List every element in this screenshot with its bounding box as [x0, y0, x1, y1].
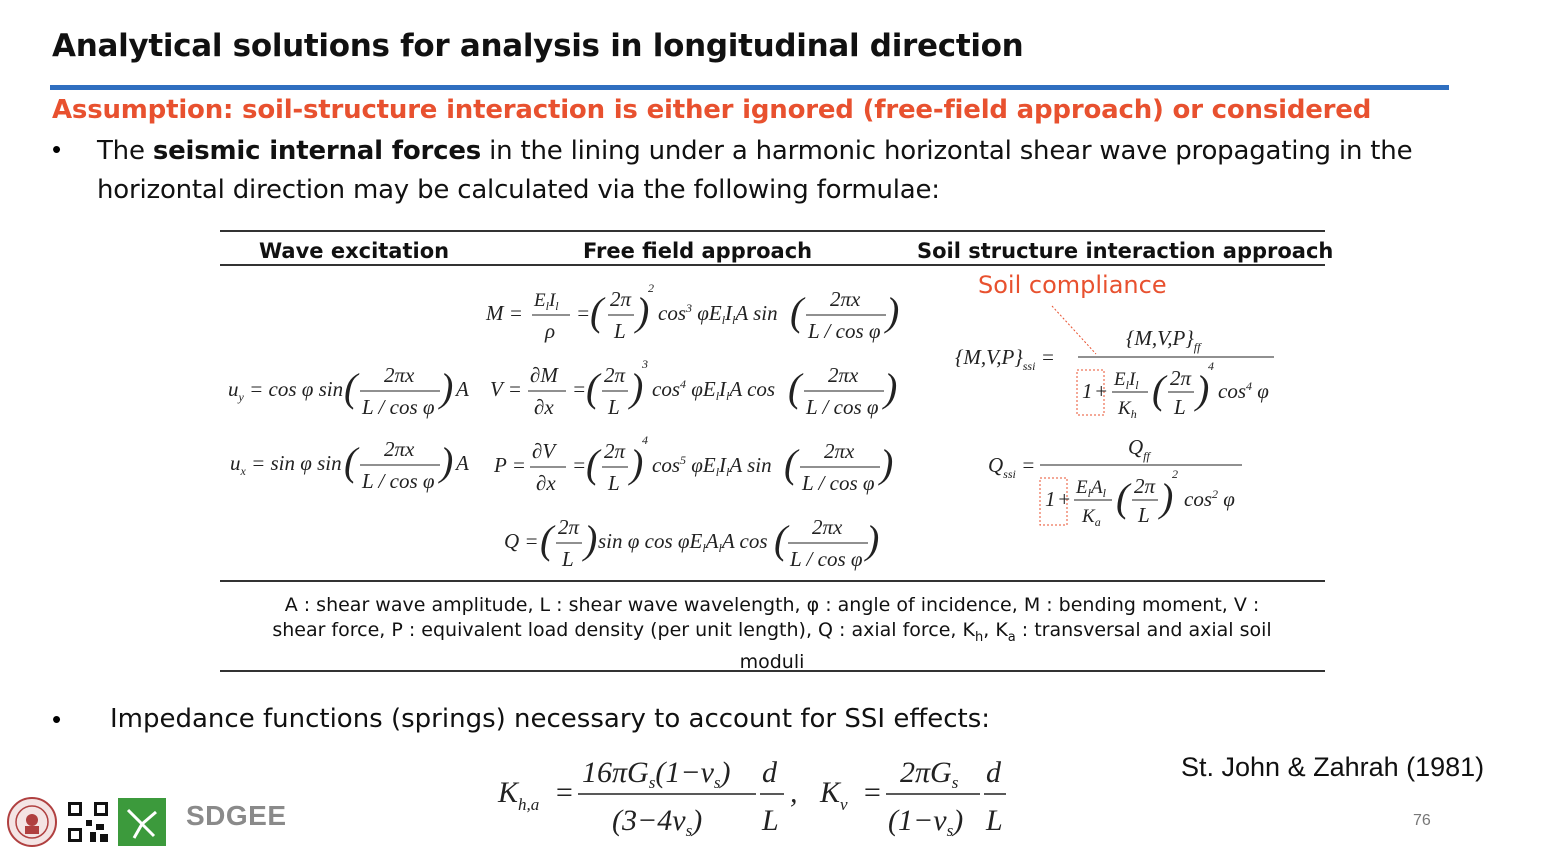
- svg-text:sin φ cos φElAlA cos: sin φ cos φElAlA cos: [598, 529, 768, 555]
- svg-text:): ): [440, 439, 454, 484]
- svg-text:): ): [636, 289, 650, 334]
- svg-text:4: 4: [1208, 359, 1214, 373]
- svg-text:cos3 φElIlA sin: $\cos^3$ φElIlA sin: [658, 301, 778, 327]
- svg-text:M =: M =: [486, 301, 523, 325]
- svg-text:2πx: 2πx: [828, 363, 859, 387]
- page-number: 76: [1413, 812, 1431, 829]
- svg-text:L: L: [614, 319, 626, 343]
- column-header-wave: Wave excitation: [259, 239, 450, 263]
- formula-Q: [504, 515, 879, 571]
- svg-text:Q =: Q =: [504, 529, 539, 553]
- svg-text:=: =: [576, 301, 591, 325]
- svg-text:L: L: [986, 804, 1003, 837]
- svg-text:L: L: [762, 804, 779, 837]
- svg-text:(: (: [784, 441, 798, 486]
- formula-ux: [230, 437, 469, 493]
- svg-text:L / cos φ: L / cos φ: [362, 469, 435, 493]
- table-note: [222, 593, 1322, 675]
- svg-text:): ): [884, 365, 898, 410]
- note-line-2-end: : transversal and axial soil: [1015, 619, 1272, 641]
- formula-impedance: [497, 756, 1006, 840]
- svg-text:1: 1: [1082, 379, 1093, 403]
- formula-mvp-ssi: [955, 326, 1274, 421]
- bullet-marker: •: [52, 134, 62, 164]
- svg-text:2π: 2π: [1170, 366, 1192, 390]
- svg-text:cos5 φElIlA sin: $\cos^5$ φElIlA sin: [652, 453, 772, 479]
- svg-text:2π: 2π: [558, 515, 580, 539]
- column-header-ssi: Soil structure interaction approach: [917, 239, 1334, 263]
- sdgee-logo-text: SDGEE: [186, 800, 287, 831]
- svg-text:Kv: $K_v$: [820, 776, 848, 814]
- paragraph-text: The: [97, 136, 153, 166]
- green-logo-icon: [118, 798, 166, 846]
- svg-text:L: L: [608, 395, 620, 419]
- paragraph-text-end: in the lining under a harmonic horizontal shear wave propagating in the horizontal direction may be calculated via the following formulae:: [97, 136, 1413, 205]
- paragraph-bold-text: seismic internal forces: [152, 136, 482, 166]
- svg-text:(3−4νs): $(3-4\nu_s)$: [612, 804, 703, 840]
- svg-text:2π: 2π: [1134, 474, 1156, 498]
- svg-text:ElIl: $E_lI_l$: [534, 290, 559, 313]
- svg-text:2: 2: [648, 281, 654, 295]
- bullet-marker-2: •: [52, 704, 62, 734]
- svg-text:ρ: ρ: [545, 319, 556, 343]
- svg-text:2πx: 2πx: [384, 437, 415, 461]
- svg-text:): ): [1196, 367, 1210, 412]
- svg-text:{M,V,P}ssi =: $\{M,V,P\}_{ssi}$ =: [955, 345, 1055, 373]
- note-line-2-sep: , K: [983, 619, 1008, 641]
- svg-text:A: A: [456, 451, 469, 475]
- formula-M: [485, 281, 899, 343]
- svg-text:2πGs: $2\pi G_s$: [900, 756, 959, 792]
- svg-text:4: 4: [642, 433, 648, 447]
- svg-text:(: (: [1152, 367, 1166, 412]
- slide-title: Analytical solutions for analysis in longitudinal direction: [52, 28, 1024, 64]
- svg-text:L: L: [608, 471, 620, 495]
- svg-text:ElIl: $E_lI_l$: [1114, 369, 1139, 392]
- svg-text:V =: V =: [490, 377, 522, 401]
- svg-text:L / cos φ: L / cos φ: [802, 471, 875, 495]
- svg-text:(: (: [344, 365, 358, 410]
- svg-text:3: 3: [642, 357, 648, 371]
- svg-text:L: L: [1138, 503, 1150, 527]
- svg-text:uy = cos φ sin: $u_y = \cos \varphi$ sin: [228, 377, 344, 404]
- svg-text:): ): [886, 289, 900, 334]
- svg-text:2πx: 2πx: [384, 363, 415, 387]
- svg-text:2: 2: [1172, 467, 1178, 481]
- svg-text:∂x: ∂x: [534, 395, 554, 419]
- svg-text:2πx: 2πx: [812, 515, 843, 539]
- svg-text:L: L: [562, 547, 574, 571]
- svg-text:cos4 φ: $\cos^4 \varphi$: [1218, 379, 1269, 403]
- svg-text:Ka: $K_a$: [1082, 506, 1101, 529]
- svg-text:∂x: ∂x: [536, 471, 556, 495]
- svg-text:L / cos φ: L / cos φ: [808, 319, 881, 343]
- svg-text:(: (: [344, 439, 358, 484]
- note-line-1: A : shear wave amplitude, L : shear wave wavelength, φ : angle of incidence, M : bending moment, V :: [284, 594, 1260, 616]
- svg-text:Kh: $K_h$: [1118, 398, 1137, 421]
- svg-text:d: d: [986, 756, 1001, 789]
- note-line-3: moduli: [739, 650, 805, 673]
- formula-q-ssi: [988, 435, 1242, 529]
- svg-text:+: +: [1057, 487, 1072, 511]
- svg-text:Qssi =: $Q_{ssi}$ =: [988, 453, 1036, 481]
- svg-text:): ): [630, 441, 644, 486]
- svg-text:L: L: [1174, 395, 1186, 419]
- svg-text:L / cos φ: L / cos φ: [362, 395, 435, 419]
- svg-text:L / cos φ: L / cos φ: [790, 547, 863, 571]
- svg-text:P =: P =: [494, 453, 526, 477]
- svg-text:ElAl: $E_lA_l$: [1076, 477, 1106, 500]
- svg-text:ux = sin φ sin: $u_x = \sin \varphi$ sin: [230, 451, 342, 478]
- svg-text:2π: 2π: [610, 287, 632, 311]
- svg-text:∂M: ∂M: [530, 363, 558, 387]
- svg-text:=: =: [862, 776, 883, 809]
- svg-text:): ): [880, 441, 894, 486]
- svg-text:(: (: [586, 365, 600, 410]
- svg-text:(: (: [586, 441, 600, 486]
- svg-text:{M,V,P}ff: $\{M,V,P\}_{ff}$: [1126, 326, 1201, 354]
- svg-text:2π: 2π: [604, 363, 626, 387]
- svg-text:cos2 φ: $\cos^2 \varphi$: [1184, 487, 1235, 511]
- svg-text:,: ,: [790, 776, 798, 809]
- svg-text:=: =: [572, 377, 587, 401]
- formula-V: [490, 357, 897, 419]
- svg-text:2π: 2π: [604, 439, 626, 463]
- svg-text:1: 1: [1045, 487, 1056, 511]
- formula-P: [493, 433, 893, 495]
- svg-text:=: =: [554, 776, 575, 809]
- svg-text:(: (: [788, 365, 802, 410]
- impedance-bullet-text: Impedance functions (springs) necessary to account for SSI effects:: [110, 704, 991, 734]
- svg-text:cos4 φElIlA cos: $\cos^4$ φElIlA cos: [652, 377, 776, 403]
- svg-text:(: (: [540, 517, 554, 562]
- svg-text:16πGs(1−νs): $16\pi G_s(1-\nu_s)$: [582, 756, 731, 792]
- citation: St. John & Zahrah (1981): [1181, 752, 1485, 782]
- svg-text:=: =: [572, 453, 587, 477]
- svg-text:): ): [866, 517, 880, 562]
- svg-text:d: d: [762, 756, 777, 789]
- formula-uy: [228, 363, 469, 419]
- column-header-freefield: Free field approach: [583, 239, 813, 263]
- svg-text:(: (: [774, 517, 788, 562]
- svg-text:): ): [1160, 475, 1174, 520]
- svg-text:(: (: [1116, 475, 1130, 520]
- svg-text:(1−νs): $(1-\nu_s)$: [888, 804, 964, 840]
- svg-text:L / cos φ: L / cos φ: [806, 395, 879, 419]
- svg-text:): ): [630, 365, 644, 410]
- svg-text:(: (: [590, 289, 604, 334]
- assumption-text: Assumption: soil-structure interaction is either ignored (free-field approach) or considered: [52, 95, 1372, 125]
- svg-text:(: (: [790, 289, 804, 334]
- svg-text:): ): [440, 365, 454, 410]
- university-seal-icon: [6, 796, 58, 848]
- note-line-2: shear force, P : equivalent load density (per unit length), Q : axial force, $K_h$, $K_a$ : transversal and axial soil: [272, 619, 1272, 645]
- qr-logo-icon: [66, 800, 110, 844]
- note-line-2-text: shear force, P : equivalent load density (per unit length), Q : axial force, K: [272, 619, 975, 641]
- svg-text:2πx: 2πx: [824, 439, 855, 463]
- svg-text:2πx: 2πx: [830, 287, 861, 311]
- svg-text:+: +: [1094, 379, 1109, 403]
- svg-text:A: A: [456, 377, 469, 401]
- svg-text:Kh,a: $K_{h,a}$: [498, 776, 540, 814]
- svg-text:∂V: ∂V: [532, 439, 556, 463]
- svg-text:Qff: $Q_{ff}$: [1128, 435, 1150, 463]
- svg-text:): ): [584, 517, 598, 562]
- soil-compliance-label: Soil compliance: [978, 271, 1167, 299]
